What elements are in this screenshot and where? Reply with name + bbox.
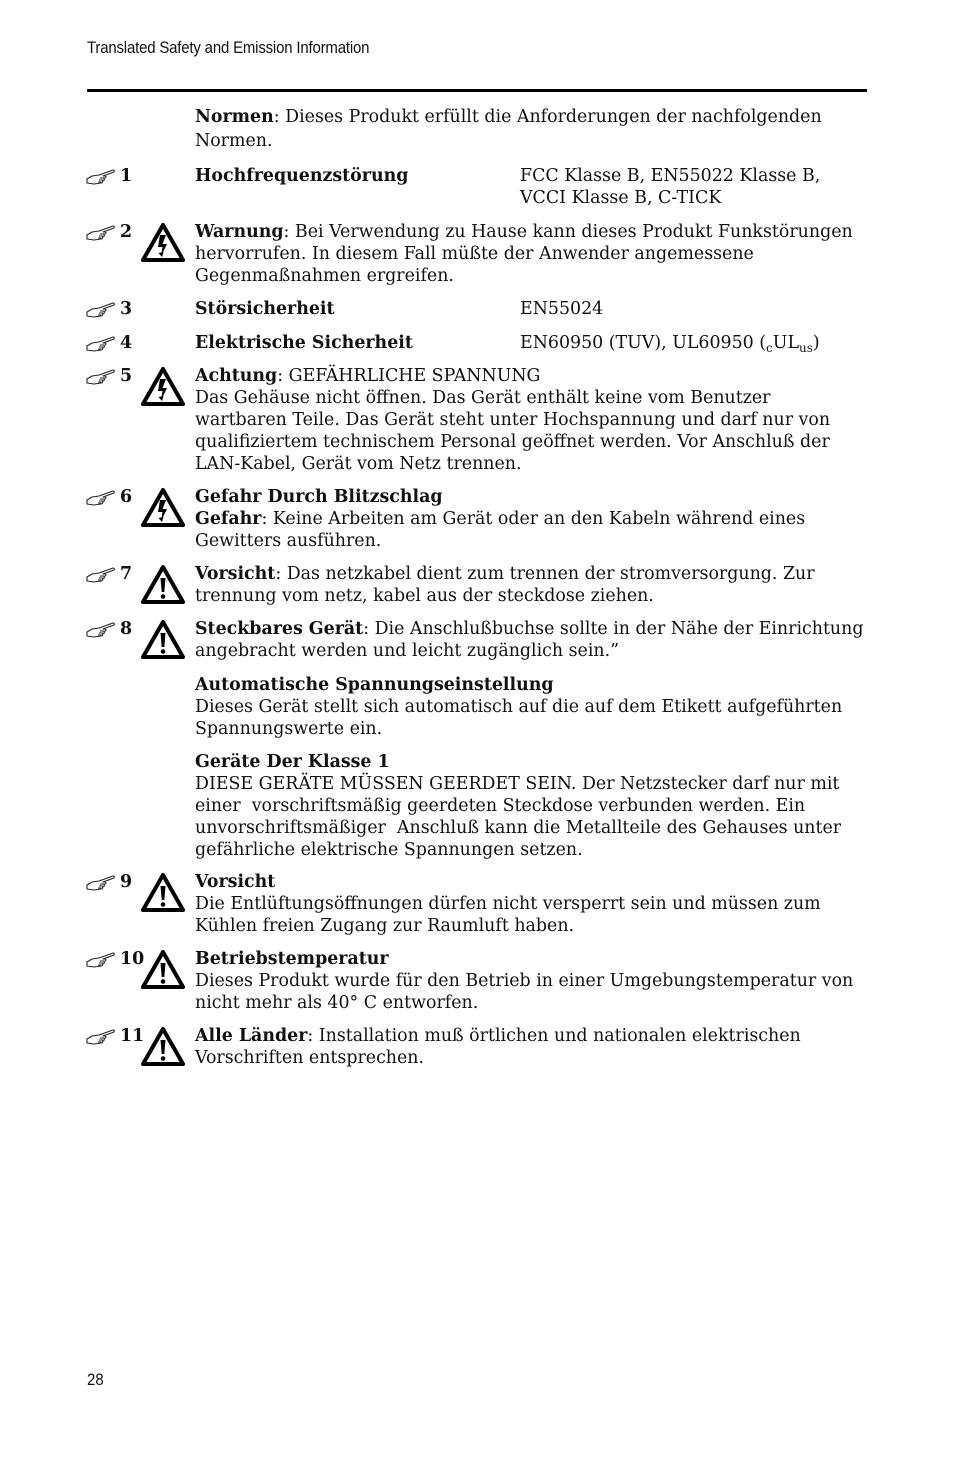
item-number: 1 (86, 165, 132, 187)
item-text: Vorsicht: Das netzkabel dient zum trennen der stromversorgung. Zur trennung vom netz, kabel aus der steckdose ziehen. (195, 564, 815, 606)
item-text: Vorsicht Die Entlüftungsöffnungen dürfen nicht versperrt sein und müssen zum Kühlen freien Zugang zur Raumluft haben. (195, 872, 821, 936)
item-label: Hochfrequenzstörung (195, 166, 409, 186)
page-number: 28 (87, 1370, 104, 1389)
item-text: Alle Länder: Installation muß örtlichen und nationalen elektrischen Vorschriften entsprechen. (195, 1026, 801, 1068)
warning-triangle-icon (141, 873, 185, 913)
pointing-hand-icon (86, 620, 116, 638)
item-text: Warnung: Bei Verwendung zu Hause kann dieses Produkt Funkstörungen hervorrufen. In diesem Fall müßte der Anwender angemessene Gegenmaßnahmen ergreifen. (195, 222, 853, 286)
item-label: Elektrische Sicherheit (195, 333, 413, 353)
item-number: 3 (86, 298, 132, 320)
item-number: 5 (86, 365, 132, 387)
warning-triangle-icon (141, 565, 185, 605)
item-value: FCC Klasse B, EN55022 Klasse B, VCCI Klasse B, C-TICK (520, 166, 821, 208)
item-number: 10 (86, 948, 144, 970)
item-number: 9 (86, 871, 132, 893)
item-value: EN60950 (TUV), UL60950 $(_cUL_{us})$ (520, 333, 820, 355)
item-value: EN55024 (520, 299, 604, 319)
pointing-hand-icon (86, 1027, 116, 1045)
intro-text: : Dieses Produkt erfüllt die Anforderungen der nachfolgenden Normen. (195, 107, 822, 151)
pointing-hand-icon (86, 565, 116, 583)
running-header: Translated Safety and Emission Information (87, 38, 370, 57)
item-text: Gefahr Durch Blitzschlag Gefahr: Keine Arbeiten am Gerät oder an den Kabeln während eines Gewitters ausführen. (195, 487, 806, 551)
item-text: Betriebstemperatur Dieses Produkt wurde für den Betrieb in einer Umgebungstemperatur von nicht mehr als 40° C entworfen. (195, 949, 854, 1013)
electric-shock-icon (141, 488, 185, 528)
electric-shock-icon (141, 367, 185, 407)
pointing-hand-icon (86, 334, 116, 352)
item-number: 8 (86, 618, 132, 640)
pointing-hand-icon (86, 223, 116, 241)
pointing-hand-icon (86, 488, 116, 506)
item-text: Automatische Spannungseinstellung Dieses Gerät stellt sich automatisch auf die auf dem Etikett aufgeführten Spannungswerte ein. (195, 675, 843, 739)
pointing-hand-icon (86, 873, 116, 891)
warning-triangle-icon (141, 950, 185, 990)
pointing-hand-icon (86, 167, 116, 185)
pointing-hand-icon (86, 367, 116, 385)
item-text: Steckbares Gerät: Die Anschlußbuchse sollte in der Nähe der Einrichtung angebracht werden und leicht zugänglich sein.” (195, 619, 864, 661)
item-text: Geräte Der Klasse 1 DIESE GERÄTE MÜSSEN GEERDET SEIN. Der Netzstecker darf nur mit einer vorschriftsmäßig geerdeten Steckdose verbunden werden. Ein unvorschriftsmäßiger Anschluß kann die Metallteile des Gehauses unter gefährliche elektrische Spannungen setzen. (195, 752, 847, 860)
intro-bold: Normen (195, 107, 274, 127)
warning-triangle-icon (141, 1027, 185, 1067)
item-number: 2 (86, 221, 132, 243)
item-number: 4 (86, 332, 132, 354)
warning-triangle-icon (141, 620, 185, 660)
item-number: 11 (86, 1025, 144, 1047)
item-text: Achtung: GEFÄHRLICHE SPANNUNG Das Gehäuse nicht öffnen. Das Gerät enthält keine vom Benutzer wartbaren Teile. Das Gerät steht unter Hochspannung und darf nur von qualifiziertem technischem Personal geöffnet werden. Vor Anschluß der LAN-Kabel, Gerät vom Netz trennen. (195, 366, 831, 474)
pointing-hand-icon (86, 300, 116, 318)
electric-shock-icon (141, 223, 185, 263)
item-number: 7 (86, 563, 132, 585)
pointing-hand-icon (86, 950, 116, 968)
header-rule (87, 89, 867, 92)
item-number: 6 (86, 486, 132, 508)
item-label: Störsicherheit (195, 299, 335, 319)
